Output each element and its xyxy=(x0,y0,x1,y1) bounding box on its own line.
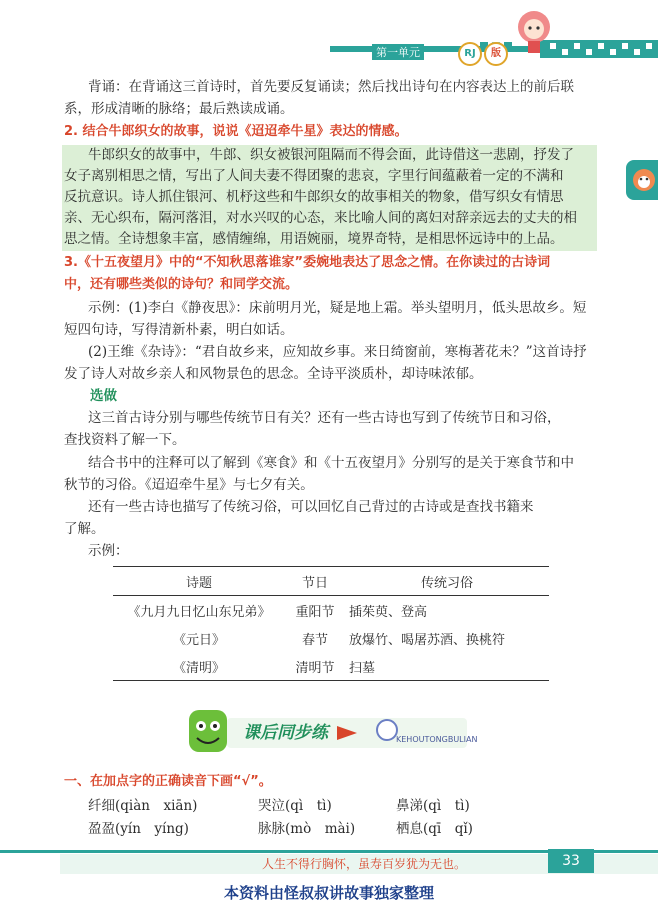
example-1-line-2: 短四句诗，写得清新朴素，明白如话。 xyxy=(64,322,294,338)
example-2-line-2: 发了诗人对故乡亲人和风物景色的思念。全诗平淡质朴，却诗味浓郁。 xyxy=(64,366,483,382)
badge-ban: 版 xyxy=(484,42,508,66)
optional-line-3: 结合书中的注释可以了解到《寒食》和《十五夜望月》分别写的是关于寒食节和中 xyxy=(88,455,574,471)
answer-2-line-1: 牛郎织女的故事中，牛郎、织女被银河阻隔而不得会面，此诗借这一悲剧，抒发了 xyxy=(88,147,574,163)
exercise-item: 纤细(qiàn xiān) xyxy=(88,798,198,814)
optional-line-2: 查找资料了解一下。 xyxy=(64,432,186,448)
question-3-line-2: 中，还有哪些类似的诗句？和同学交流。 xyxy=(64,277,299,292)
footer-credit: 本资料由怪叔叔讲故事独家整理 xyxy=(223,884,434,902)
optional-line-5: 还有一些古诗也描写了传统习俗，可以回忆自己背过的古诗或是查找书籍来 xyxy=(88,499,534,515)
answer-2-line-5: 思之情。全诗想象丰富，感情缠绵，用语婉丽，境界奇特，是相思怀远诗中的上品。 xyxy=(64,231,564,247)
exercise-item: 盈盈(yín yíng) xyxy=(88,821,189,837)
table-cell: 《九月九日忆山东兄弟》 xyxy=(127,604,271,620)
table-cell: 扫墓 xyxy=(349,660,376,676)
festival-table xyxy=(113,566,549,681)
answer-2-line-2: 女子离别相思之情，写出了人间夫妻不得团聚的悲哀，字里行间蕴蔽着一定的不满和 xyxy=(64,168,564,184)
table-cell: 春节 xyxy=(301,632,328,648)
banner-pinyin: KEHOUTONGBULIAN xyxy=(396,735,478,744)
banner-title: 课后同步练 xyxy=(243,723,328,743)
answer-2-line-4: 亲、无心织布，隔河落泪，对水兴叹的心态，来比喻人间的离妇对辞亲远去的丈夫的相 xyxy=(64,210,577,226)
answer-2-line-3: 反抗意识。诗人抓住银河、机杼这些和牛郎织女的故事相关的物象，借写织女有情思 xyxy=(64,189,564,205)
table-header-row xyxy=(113,567,549,596)
table-header-cell: 节日 xyxy=(301,575,328,591)
exercise-heading: 一、在加点字的正确读音下画“√”。 xyxy=(64,774,272,789)
table-header-cell: 诗题 xyxy=(185,575,212,591)
question-3-line-1: 3.《十五夜望月》中的“不知秋思落谁家”委婉地表达了思念之情。在你读过的古诗词 xyxy=(64,255,551,270)
table-cell: 《清明》 xyxy=(172,660,225,676)
recite-line-2: 系，形成清晰的脉络；最后熟读成诵。 xyxy=(64,101,294,117)
table-cell: 《元日》 xyxy=(172,632,225,648)
example-label: 示例： xyxy=(88,543,129,559)
optional-line-1: 这三首古诗分别与哪些传统节日有关？还有一些古诗也写到了传统节日和习俗， xyxy=(88,410,561,426)
fox-icon xyxy=(626,160,658,200)
optional-line-6: 了解。 xyxy=(64,521,105,537)
banner-art xyxy=(187,708,473,754)
table-cell: 放爆竹、喝屠苏酒、换桃符 xyxy=(349,632,506,648)
practice-banner xyxy=(187,708,473,754)
table-cell: 重阳节 xyxy=(295,604,335,620)
table-header-cell: 传统习俗 xyxy=(420,575,473,591)
table-row xyxy=(113,652,549,681)
side-tab xyxy=(626,160,658,200)
exercise-item: 鼻涕(qì tì) xyxy=(396,798,470,814)
table-row xyxy=(113,624,549,652)
recite-line-1: 背诵：在背诵这三首诗时，首先要反复诵读；然后找出诗句在内容表达上的前后联 xyxy=(88,79,574,95)
unit-label: 第一单元 xyxy=(372,44,424,60)
optional-heading: 选做 xyxy=(90,388,117,404)
table-cell: 插茱萸、登高 xyxy=(349,604,428,620)
example-1-line-1: 示例：(1)李白《静夜思》：床前明月光，疑是地上霜。举头望明月，低头思故乡。短 xyxy=(88,300,587,316)
badge-rj: RJ xyxy=(458,42,482,66)
mascot-icon xyxy=(510,5,558,55)
optional-line-4: 秋节的习俗。《迢迢牵牛星》与七夕有关。 xyxy=(64,477,314,493)
exercise-item: 哭泣(qì tì) xyxy=(258,798,332,814)
table-cell: 清明节 xyxy=(295,660,335,676)
page-number: 33 xyxy=(548,849,594,873)
table-row xyxy=(113,596,549,625)
exercise-item: 脉脉(mò mài) xyxy=(258,821,356,837)
footer-quote: 人生不得行胸怀，虽寿百岁犹为无也。 xyxy=(262,857,467,871)
example-2-line-1: (2)王维《杂诗》：“君自故乡来，应知故乡事。来日绮窗前，寒梅著花未？”这首诗抒 xyxy=(88,344,587,360)
exercise-item: 栖息(qī qǐ) xyxy=(396,821,473,837)
question-2: 2. 结合牛郎织女的故事，说说《迢迢牵牛星》表达的情感。 xyxy=(64,124,408,139)
